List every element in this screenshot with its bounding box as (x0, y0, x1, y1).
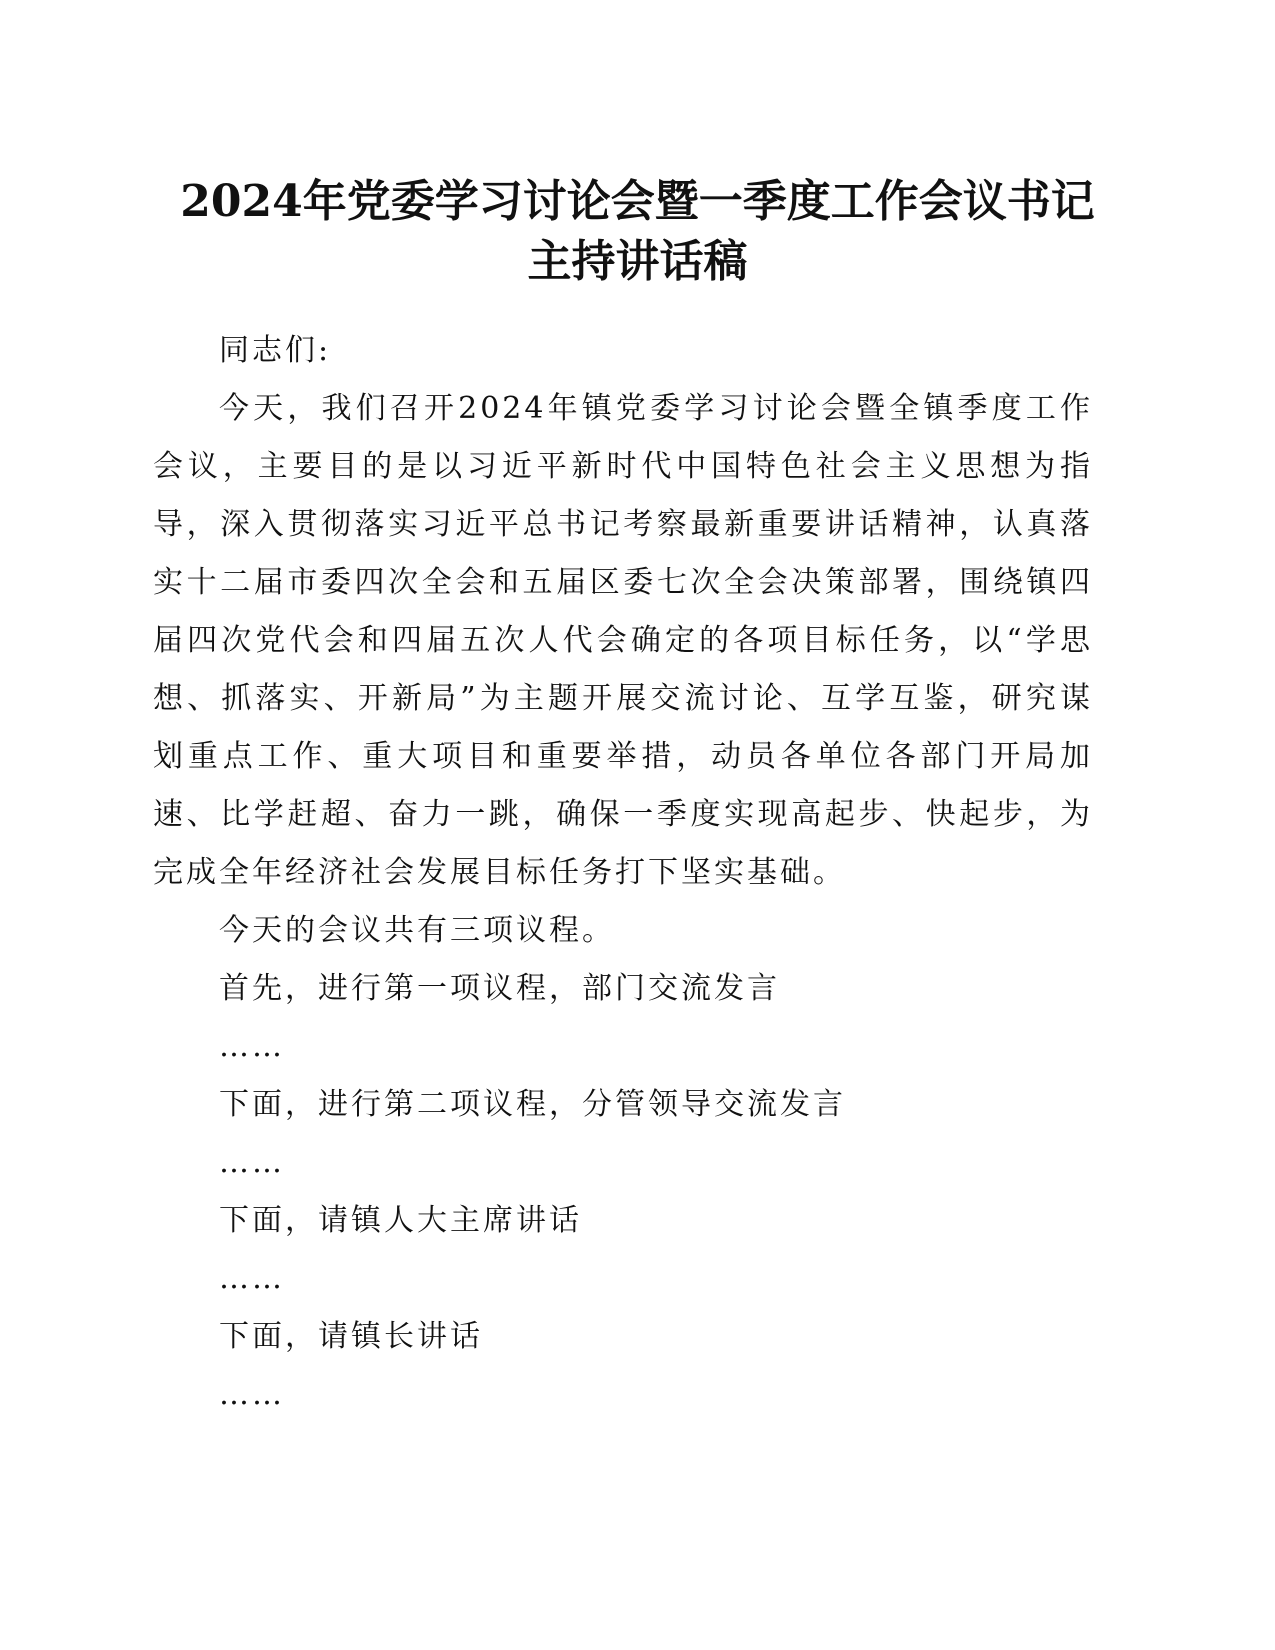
agenda-item-1: 首先，进行第一项议程，部门交流发言 (219, 971, 780, 1006)
salutation: 同志们: (219, 333, 332, 368)
agenda-overview: 今天的会议共有三项议程。 (219, 913, 615, 948)
intro-paragraph: 今天，我们召开2024年镇党委学习讨论会暨全镇季度工作会议，主要目的是以习近平新时代中国特色社会主义思想为指导，深入贯彻落实习近平总书记考察最新重要讲话精神，认真落实十二届市委四次全会和五届区委七次全会决策部署，围绕镇四届四次党代会和四届五次人代会确定的各项目标任务，以“学思想、抓落实、开新局”为主题开展交流讨论、互学互鉴，研究谋划重点工作、重大项目和重要举措，动员各单位各部门开局加速、比学赶超、奋力一跳，确保一季度实现高起步、快起步，为完成全年经济社会发展目标任务打下坚实基础。 (153, 391, 1093, 890)
document-title (150, 172, 1125, 292)
agenda-item-3: 下面，请镇人大主席讲话 (219, 1203, 582, 1238)
ellipsis-2: …… (219, 1145, 285, 1180)
ellipsis-3: …… (219, 1261, 285, 1296)
ellipsis-4: …… (219, 1377, 285, 1412)
agenda-item-2: 下面，进行第二项议程，分管领导交流发言 (219, 1087, 846, 1122)
title-line-2: 主持讲话稿 (527, 236, 748, 287)
ellipsis-1: …… (219, 1029, 285, 1064)
title-line-1: 2024年党委学习讨论会暨一季度工作会议书记 (180, 176, 1095, 227)
agenda-item-4: 下面，请镇长讲话 (219, 1319, 483, 1354)
document-body (153, 322, 1093, 1424)
